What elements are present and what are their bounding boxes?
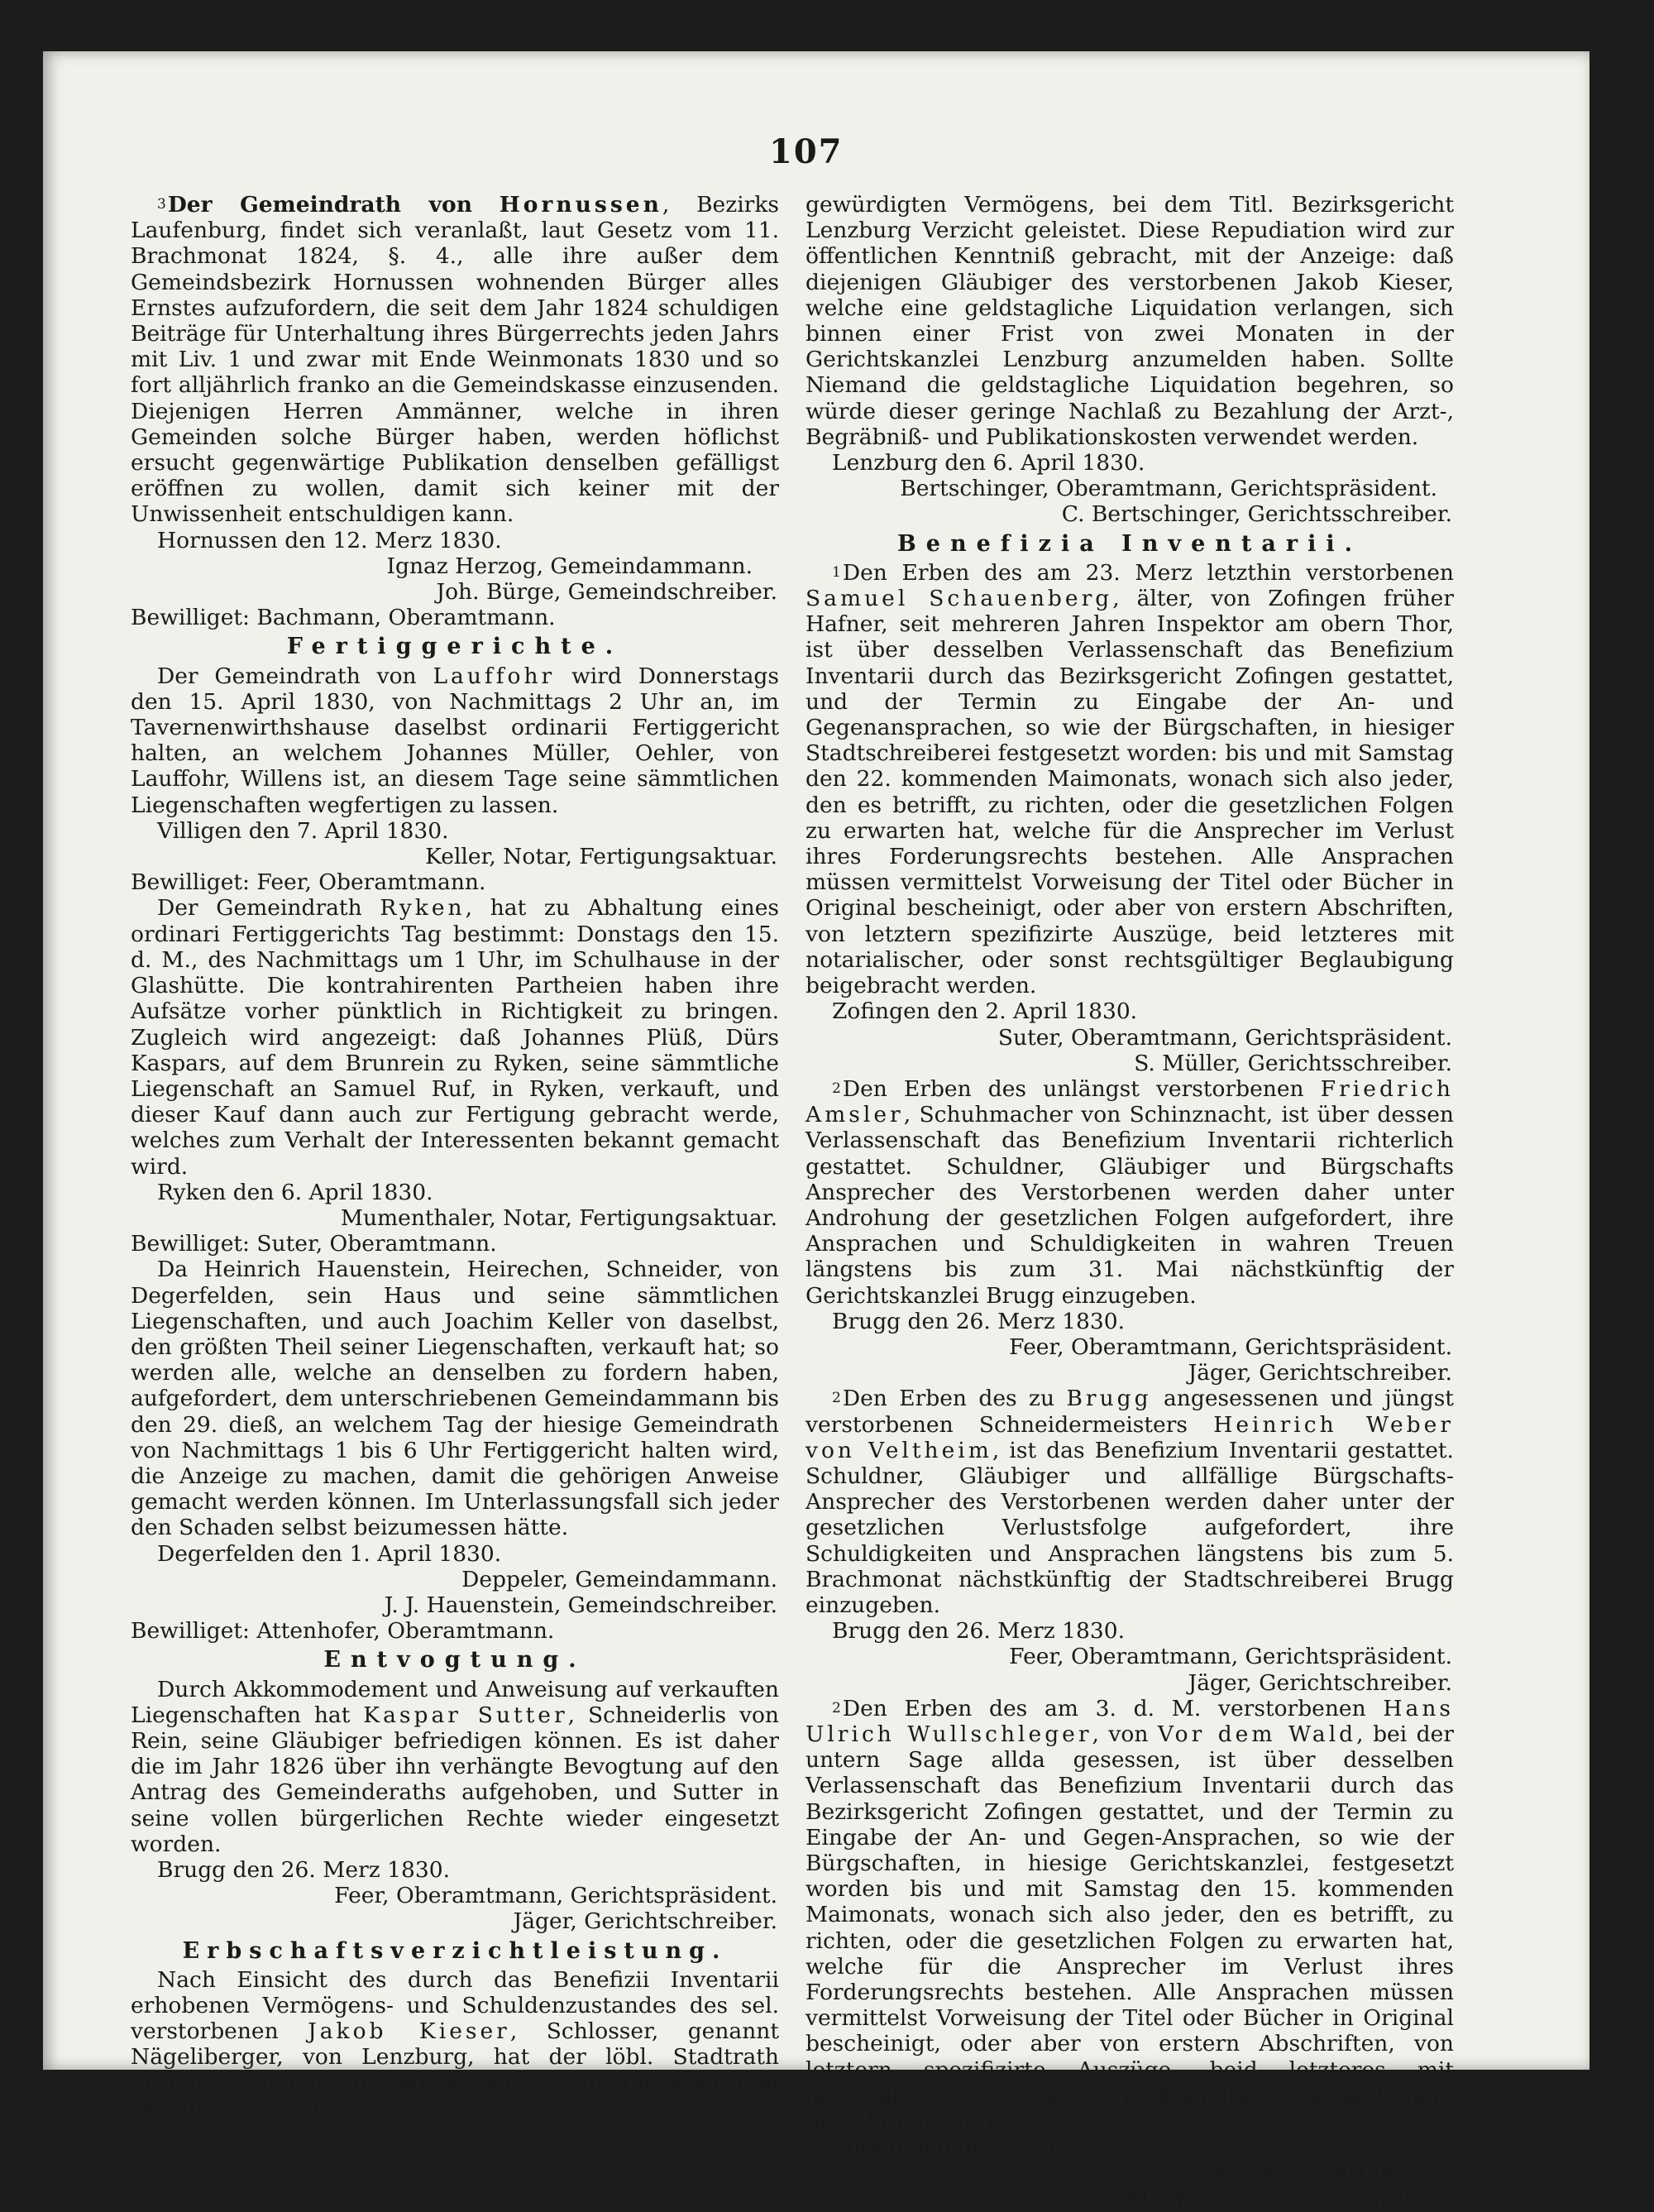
- notice-date: Hornussen den 12. Merz 1830.: [157, 527, 502, 553]
- place-name: Ryken: [380, 895, 466, 922]
- section-heading: Benefizia Inventarii.: [896, 530, 1363, 557]
- notice-date: Degerfelden den 1. April 1830.: [157, 1540, 502, 1567]
- section-heading: Entvogtung.: [323, 1647, 586, 1673]
- signature: Jäger, Gerichtschreiber.: [1188, 1360, 1452, 1386]
- notice-amsler: [805, 1076, 1454, 1386]
- notice-date: Zofingen den 26. Merz 1830.: [832, 2134, 1154, 2161]
- approval-line: Bewilliget: Feer, Oberamtmann.: [131, 869, 486, 896]
- person-name: Friedrich Amsler: [805, 1075, 1454, 1128]
- notice-date: Villigen den 7. April 1830.: [157, 817, 449, 844]
- notice-kieser-end: [805, 192, 1454, 528]
- place-name: Lauffohr: [433, 663, 556, 689]
- notice-marker: 2: [832, 1699, 841, 1716]
- signature: Feer, Oberamtmann, Gerichtspräsident.: [1009, 1644, 1452, 1670]
- notice-body: Der Gemeindrath von Lauffohr wird Donnerstags den 15. April 1830, von Nachmittags 2 Uhr an, im Tavernenwirthshause daselbst ordinarii Fertiggericht halten, an welchem Johannes Müller, Oehler, von Lauffohr, Willens ist, an diesem Tage seine sämmtlichen Liegenschaften wegfertigen zu lassen.: [131, 663, 779, 818]
- signature: Ignaz Herzog, Gemeindammann.: [386, 553, 753, 579]
- signature: C. Bertschinger, Gerichtsschreiber.: [1061, 501, 1452, 528]
- notice-marker: 1: [832, 563, 841, 581]
- signature: S. Müller, Gerichtsschreiber.: [1134, 1050, 1452, 1076]
- notice-body: Der Gemeindrath Ryken, hat zu Abhaltung eines ordinari Fertiggerichts Tag bestimmt: Donstags den 15. d. M., des Nachmittags um 1 Uhr, im Schulhause in der Glashütte. Die kontrahirenten Partheien haben ihre Aufsätze vorher pünktlich in Richtigkeit zu bringen. Zugleich wird angezeigt: daß Johannes Plüß, Dürs Kaspars, auf dem Brunrein zu Ryken, seine sämmtliche Liegenschaft an Samuel Ruf, in Ryken, verkauft, und dieser Kauf dann auch zur Fertigung gebracht werde, welches zum Verhalt der Interessenten bekannt gemacht wird.: [131, 895, 779, 1180]
- signature: Bertschinger, Oberamtmann, Gerichtspräsident.: [900, 476, 1437, 502]
- person-name: Samuel Schauenberg: [805, 586, 1113, 612]
- notice-sutter: [131, 1677, 779, 1935]
- notice-body: Durch Akkommodement und Anweisung auf verkauften Liegenschaften hat Kaspar Sutter, Schneiderlis von Rein, seine Gläubiger befriedigen können. Es ist daher die im Jahr 1826 über ihn verhängte Bevogtung auf den Antrag des Gemeinderaths aufgehoben, und Sutter in seine vollen bürgerlichen Rechte wieder eingesetzt worden.: [131, 1676, 779, 1857]
- notice-date: Ryken den 6. April 1830.: [157, 1179, 433, 1205]
- page-number: 107: [769, 132, 844, 171]
- notice-body: $^2$Den Erben des zu Brugg angesessenen und jüngst verstorbenen Schneidermeisters Heinrich Weber von Veltheim, ist das Benefizium Inventarii gestattet. Schuldner, Gläubiger und allfällige Bürgschafts-Ansprecher des Verstorbenen werden daher unter der gesetzlichen Verlustsfolge aufgefordert, ihre Schuldigkeiten und Ansprachen längstens bis zum 5. Brachmonat nächstkünftig der Stadtschreiberei Brugg einzugeben.: [805, 1386, 1454, 1618]
- signature: Feer, Oberamtmann, Gerichtspräsident.: [1009, 1333, 1452, 1360]
- place-name: Hornussen: [499, 192, 662, 218]
- signature: Suter, Amtsstatthalter.: [1186, 2160, 1437, 2186]
- notice-date: Brugg den 26. Merz 1830.: [832, 1308, 1125, 1334]
- newspaper-page: [43, 51, 1589, 2212]
- notice-lauffohr: [131, 663, 779, 896]
- notice-date: Brugg den 26. Merz 1830.: [157, 1857, 450, 1883]
- notice-date: Lenzburg den 6. April 1830.: [832, 450, 1145, 476]
- section-heading: Erbschaftsverzichtleistung.: [182, 1937, 728, 1964]
- place-name: Brugg: [1066, 1386, 1152, 1412]
- notice-ryken: [131, 895, 779, 1257]
- signature: Sl. Müller, Gerichtsschreiber.: [1126, 2186, 1452, 2212]
- approval-line: Bewilliget: Suter, Oberamtmann.: [131, 1231, 497, 1257]
- signature: Jäger, Gerichtschreiber.: [513, 1908, 777, 1935]
- notice-body: gewürdigten Vermögens, bei dem Titl. Bezirksgericht Lenzburg Verzicht geleistet. Diese Repudiation wird zur öffentlichen Kenntniß gebracht, mit der Anzeige: daß diejenigen Gläubiger des verstorbenen Jakob Kieser, welche eine geldstagliche Liquidation verlangen, sich binnen einer Frist von zwei Monaten in der Gerichtskanzlei Lenzburg anzumelden haben. Sollte Niemand die geldstagliche Liquidation begehren, so würde dieser geringe Nachlaß zu Bezahlung der Arzt-, Begräbniß- und Publikationskosten verwendet werden.: [805, 192, 1454, 450]
- section-heading: Fertiggerichte.: [286, 634, 624, 660]
- person-name: Heinrich Weber von Veltheim: [805, 1411, 1454, 1463]
- notice-body: $^2$Den Erben des am 3. d. M. verstorbenen Hans Ulrich Wullschleger, von Vor dem Wald, bei der untern Sage allda gesessen, ist über desselben Verlassenschaft das Benefizium Inventarii durch das Bezirksgericht Zofingen gestattet, und der Termin zu Eingabe der An- und Gegen-Ansprachen, so wie der Bürgschaften, in hiesige Gerichtskanzlei, festgesetzt worden bis und mit Samstag den 15. kommenden Maimonats, wonach sich also jeder, den es betrifft, zu richten, oder die gesetzlichen Folgen zu erwarten hat, welche für die Ansprecher im Verlust ihres Forderungsrechts bestehen. Alle Ansprachen müssen vermittelst Vorweisung der Titel oder Bücher in Original bescheinigt, oder aber von erstern Abschriften, von letztern spezifizirte Auszüge, beid letzteres mit notarialischer oder sonst rechtsgültiger Beglaubigung beigebracht werden.: [805, 1695, 1454, 2135]
- notice-weber: [805, 1386, 1454, 1695]
- person-name: Jakob Kieser: [308, 2018, 510, 2045]
- signature: J. J. Hauenstein, Gemeindschreiber.: [384, 1592, 777, 1618]
- notice-hornussen: [131, 192, 779, 630]
- notice-body: $^1$Den Erben des am 23. Merz letzthin verstorbenen Samuel Schauenberg, älter, von Zofingen früher Hafner, seit mehreren Jahren Inspektor am obern Thor, ist über desselben Verlassenschaft das Benefizium Inventarii durch das Bezirksgericht Zofingen gestattet, und der Termin zu Eingabe der An- und Gegenansprachen, so wie der Bürgschaften, in hiesiger Stadtschreiberei festgesetzt worden: bis und mit Samstag den 22. kommenden Maimonats, wonach sich also jeder, den es betrifft, zu richten, oder die gesetzlichen Folgen zu erwarten hat, welche für die Ansprecher im Verlust ihres Forderungsrechts bestehen. Alle Ansprachen müssen vermittelst Vorweisung der Titel oder Bücher in Original bescheinigt, oder aber von erstern Abschriften, von letztern spezifizirte Auszüge, beid letzteres mit notarialischer, oder sonst rechtsgültiger Beglaubigung beigebracht werden.: [805, 559, 1454, 999]
- notice-body: Da Heinrich Hauenstein, Heirechen, Schneider, von Degerfelden, sein Haus und seine sämmtlichen Liegenschaften, und auch Joachim Keller von daselbst, den größten Theil seiner Liegenschaften, verkauft hat; so werden alle, welche an denselben zu fordern haben, aufgefordert, dem unterschriebenen Gemeindammann bis den 29. dieß, an welchem Tag der hiesige Gemeindrath von Nachmittags 1 bis 6 Uhr Fertiggericht halten wird, die Anzeige zu machen, damit die gehörigen Anweise gemacht werden können. Im Unterlassungsfall sich jeder den Schaden selbst beizumessen hätte.: [131, 1257, 779, 1541]
- notice-body: $^2$Den Erben des unlängst verstorbenen Friedrich Amsler, Schuhmacher von Schinznacht, ist über dessen Verlassenschaft das Benefizium Inventarii richterlich gestattet. Schuldner, Gläubiger und Bürgschafts Ansprecher des Verstorbenen werden daher unter Androhung der gesetzlichen Folgen aufgefordert, ihre Ansprachen und Schuldigkeiten in wahren Treuen längstens bis zum 31. Mai nächstkünftig der Gerichtskanzlei Brugg einzugeben.: [805, 1075, 1454, 1309]
- notice-wullschleger: [805, 1696, 1454, 2212]
- notice-marker: 2: [832, 1080, 841, 1097]
- signature: Jäger, Gerichtschreiber.: [1188, 1669, 1452, 1696]
- notice-schauenberg: [805, 560, 1454, 1076]
- right-column: [805, 192, 1454, 2212]
- person-name: Kaspar Sutter: [363, 1702, 568, 1728]
- signature: Feer, Oberamtmann, Gerichtspräsident.: [334, 1883, 777, 1909]
- signature: Keller, Notar, Fertigungsaktuar.: [425, 844, 777, 870]
- place-name: Vor dem Wald: [1157, 1721, 1357, 1747]
- signature: Joh. Bürge, Gemeindschreiber.: [436, 579, 777, 606]
- signature: Deppeler, Gemeindammann.: [461, 1566, 777, 1592]
- notice-degerfelden: [131, 1257, 779, 1644]
- notice-body: Nach Einsicht des durch das Benefizii Inventarii erhobenen Vermögens- und Schuldenzustandes des sel. verstorbenen Jakob Kieser, Schlosser, genannt Nägeliberger, von Lenzburg, hat der löbl. Stadtrath daselbst, Namens der Wittwe Kieser, auf die Beerbung des auf Fr. 25, Btz. 5,: [131, 1966, 779, 2122]
- left-column: [131, 192, 779, 2122]
- signature: Suter, Oberamtmann, Gerichtspräsident.: [997, 1024, 1452, 1051]
- notice-marker: 3: [157, 196, 166, 213]
- notice-date: Brugg den 26. Merz 1830.: [832, 1618, 1125, 1645]
- notice-body: $^3$Der Gemeindrath von Hornussen, Bezirks Laufenburg, findet sich veranlaßt, laut Gesetz vom 11. Brachmonat 1824, §. 4., alle ihre außer dem Gemeindsbezirk Hornussen wohnenden Bürger alles Ernstes aufzufordern, die seit dem Jahr 1824 schuldigen Beiträge für Unterhaltung ihres Bürgerrechts jeden Jahrs mit Liv. 1 und zwar mit Ende Weinmonats 1830 und so fort alljährlich franko an die Gemeindskasse einzusenden. Diejenigen Herren Ammänner, welche in ihren Gemeinden solche Bürger haben, werden höflichst ersucht gegenwärtige Publikation denselben gefälligst eröffnen zu wollen, damit sich keiner mit der Unwissenheit entschuldigen kann.: [131, 192, 779, 528]
- notice-kieser-start: [131, 1967, 779, 2122]
- person-name: Hans Ulrich Wullschleger: [805, 1695, 1454, 1747]
- notice-marker: 2: [832, 1390, 841, 1407]
- approval-line: Bewilliget: Attenhofer, Oberamtmann.: [131, 1618, 555, 1645]
- notice-date: Zofingen den 2. April 1830.: [832, 998, 1138, 1025]
- signature: Mumenthaler, Notar, Fertigungsaktuar.: [340, 1204, 777, 1231]
- approval-line: Bewilliget: Bachmann, Oberamtmann.: [131, 605, 556, 631]
